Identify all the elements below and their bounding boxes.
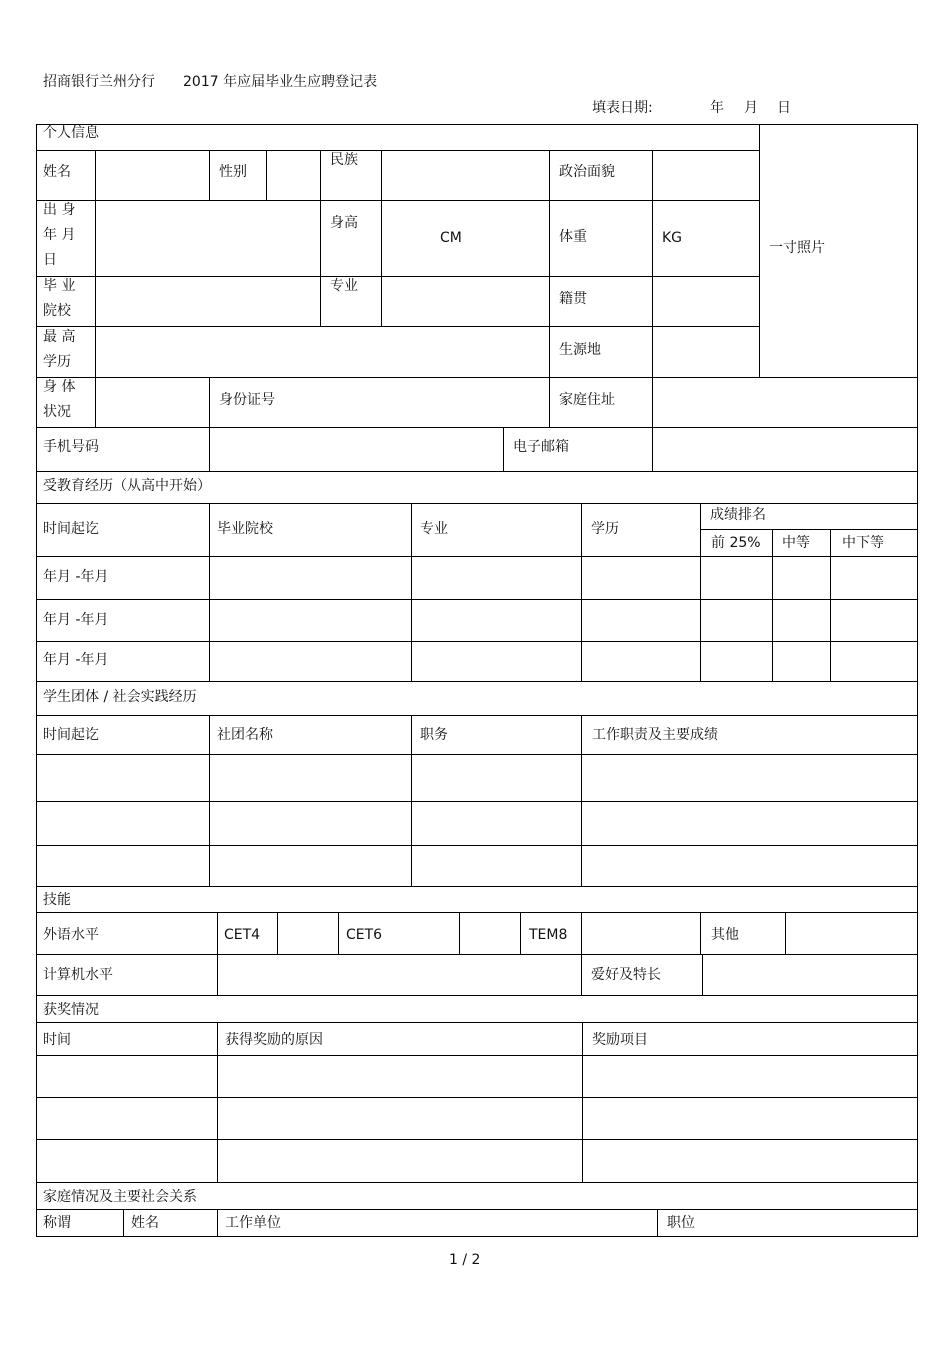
height-label: 身高 bbox=[330, 215, 358, 231]
birth-label-line1: 出 身 bbox=[43, 202, 76, 218]
bank-title: 招商银行兰州分行 bbox=[43, 74, 155, 90]
fill-date-label: 填表日期: bbox=[592, 100, 653, 116]
family-header-name: 姓名 bbox=[131, 1215, 159, 1231]
weight-unit: KG bbox=[662, 230, 683, 246]
page-number: 1 / 2 bbox=[449, 1252, 481, 1268]
language-level-label: 外语水平 bbox=[43, 927, 99, 943]
act-header-club: 社团名称 bbox=[217, 727, 273, 743]
other-language-label: 其他 bbox=[711, 927, 739, 943]
section-personal-info: 个人信息 bbox=[43, 125, 99, 141]
ethnicity-label: 民族 bbox=[330, 152, 358, 168]
year-label: 年 bbox=[710, 100, 724, 116]
tem8-label: TEM8 bbox=[529, 927, 568, 943]
phone-label: 手机号码 bbox=[43, 439, 99, 455]
hobbies-label: 爱好及特长 bbox=[591, 967, 661, 983]
birth-label-line3: 日 bbox=[43, 252, 57, 268]
edu-header-lower: 中下等 bbox=[842, 535, 884, 551]
award-header-time: 时间 bbox=[43, 1032, 71, 1048]
act-header-role: 职务 bbox=[420, 727, 448, 743]
highest-edu-label-line1: 最 高 bbox=[43, 329, 76, 345]
award-header-reason: 获得奖励的原因 bbox=[225, 1032, 323, 1048]
cet6-label: CET6 bbox=[346, 927, 383, 943]
section-education: 受教育经历（从高中开始） bbox=[43, 478, 211, 494]
section-activities: 学生团体 / 社会实践经历 bbox=[43, 689, 197, 705]
health-label-line1: 身 体 bbox=[43, 379, 76, 395]
month-label: 月 bbox=[744, 100, 758, 116]
edu-header-major: 专业 bbox=[420, 521, 448, 537]
height-unit: CM bbox=[440, 230, 462, 246]
section-family: 家庭情况及主要社会关系 bbox=[43, 1189, 197, 1205]
weight-label: 体重 bbox=[559, 229, 587, 245]
gender-label: 性别 bbox=[219, 164, 247, 180]
grad-school-label-line1: 毕 业 bbox=[43, 278, 76, 294]
major-label: 专业 bbox=[330, 278, 358, 294]
edu-row-period: 年月 -年月 bbox=[43, 569, 109, 585]
student-origin-label: 生源地 bbox=[559, 342, 601, 358]
name-label: 姓名 bbox=[43, 164, 71, 180]
health-label-line2: 状况 bbox=[43, 404, 71, 420]
section-skills: 技能 bbox=[43, 892, 71, 908]
native-place-label: 籍贯 bbox=[559, 291, 587, 307]
edu-header-school: 毕业院校 bbox=[217, 521, 273, 537]
act-header-period: 时间起讫 bbox=[43, 727, 99, 743]
birth-label-line2: 年 月 bbox=[43, 227, 76, 243]
political-status-label: 政治面貌 bbox=[559, 164, 615, 180]
award-header-project: 奖励项目 bbox=[592, 1032, 648, 1048]
photo-placeholder: 一寸照片 bbox=[769, 240, 825, 256]
cet4-label: CET4 bbox=[224, 927, 261, 943]
edu-row-period: 年月 -年月 bbox=[43, 612, 109, 628]
edu-header-middle: 中等 bbox=[782, 535, 810, 551]
day-label: 日 bbox=[777, 100, 791, 116]
edu-header-period: 时间起讫 bbox=[43, 521, 99, 537]
edu-header-degree: 学历 bbox=[591, 521, 619, 537]
form-title: 2017 年应届毕业生应聘登记表 bbox=[183, 74, 378, 90]
email-label: 电子邮箱 bbox=[513, 439, 569, 455]
grad-school-label-line2: 院校 bbox=[43, 303, 71, 319]
section-awards: 获奖情况 bbox=[43, 1002, 99, 1018]
home-address-label: 家庭住址 bbox=[559, 392, 615, 408]
highest-edu-label-line2: 学历 bbox=[43, 354, 71, 370]
edu-header-ranking: 成绩排名 bbox=[710, 507, 766, 523]
computer-level-label: 计算机水平 bbox=[43, 967, 113, 983]
family-header-employer: 工作单位 bbox=[225, 1215, 281, 1231]
id-number-label: 身份证号 bbox=[219, 392, 275, 408]
edu-row-period: 年月 -年月 bbox=[43, 652, 109, 668]
act-header-duties: 工作职责及主要成绩 bbox=[592, 727, 718, 743]
edu-header-top25: 前 25% bbox=[711, 535, 761, 551]
family-header-relation: 称谓 bbox=[43, 1215, 71, 1231]
family-header-position: 职位 bbox=[667, 1215, 695, 1231]
